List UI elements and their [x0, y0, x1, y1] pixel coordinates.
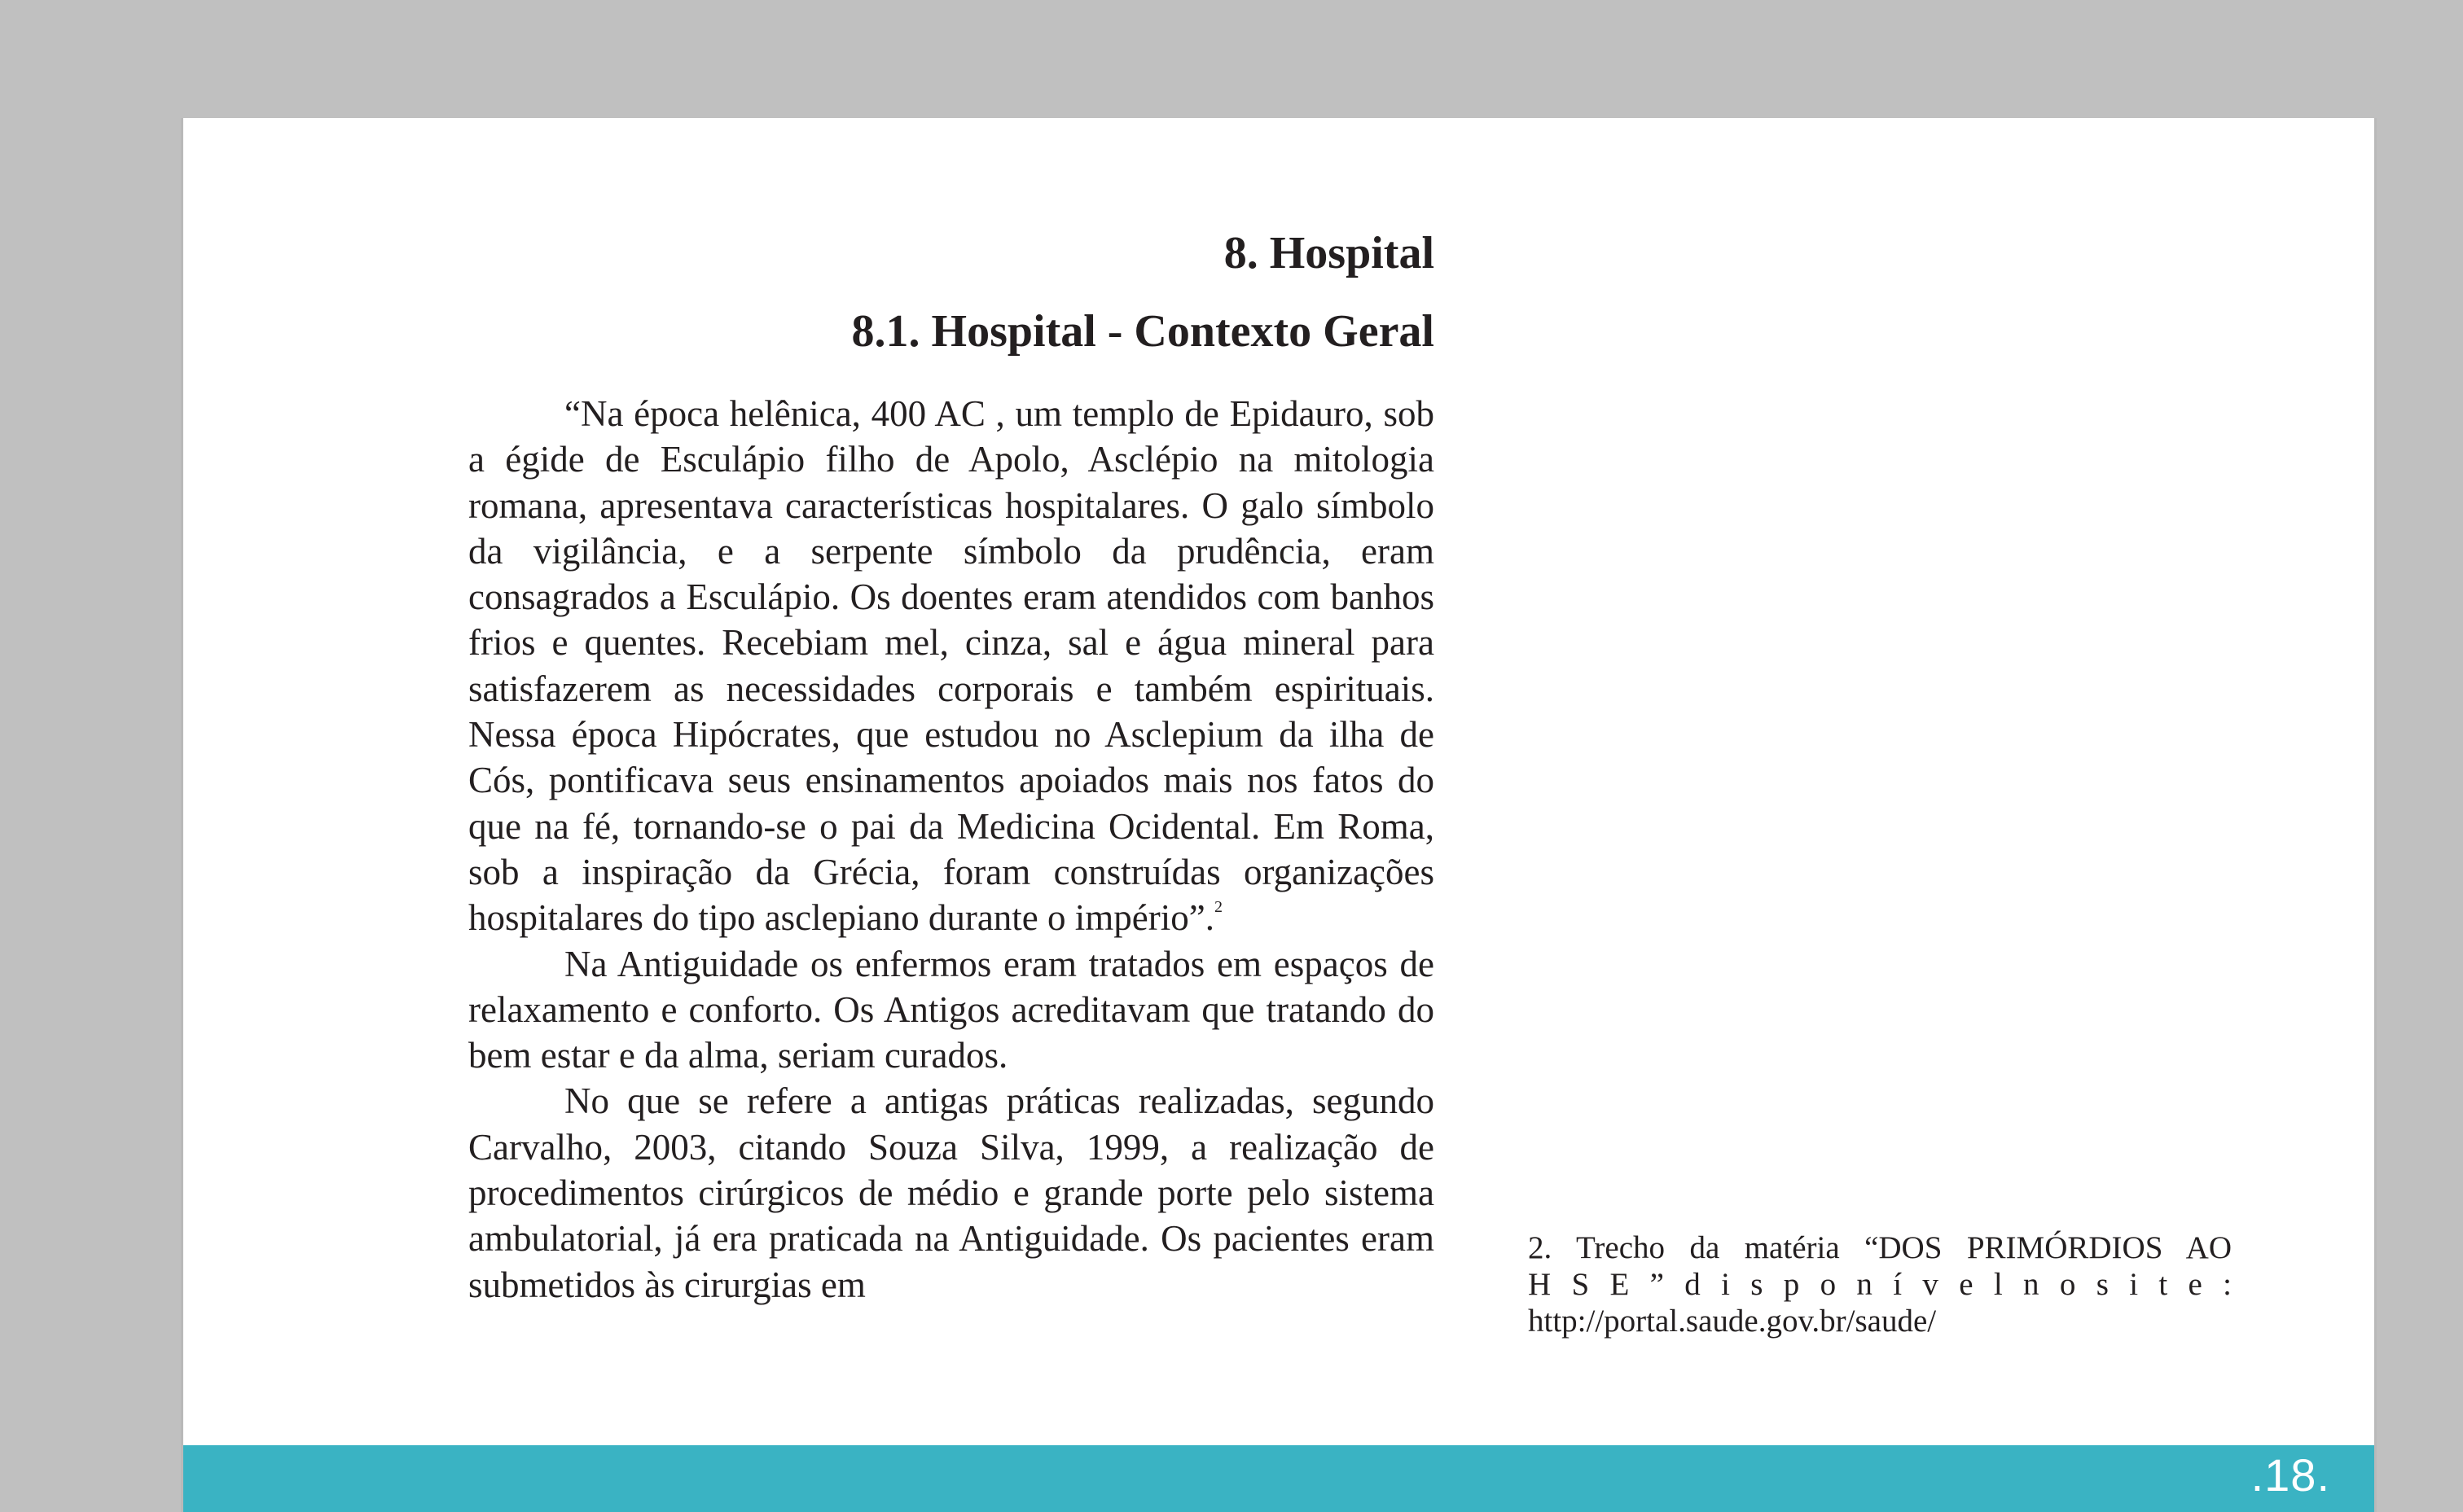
footnote: [1528, 1229, 2232, 1339]
section-title: 8. Hospital: [1223, 228, 1434, 278]
footnote-line: H S E ” d i s p o n í v e l n o s i t e :: [1528, 1267, 2232, 1302]
paragraph: [468, 391, 1434, 941]
footer-bar: [183, 1445, 2374, 1512]
body-text: [468, 391, 1434, 1308]
footnote-line: 2. Trecho da matéria “DOS PRIMÓRDIOS AO: [1528, 1230, 2232, 1265]
footnote-reference[interactable]: 2: [1214, 898, 1223, 917]
footnote-url: http://portal.saude.gov.br/saude/: [1528, 1304, 1937, 1339]
viewer-background: [0, 0, 2463, 118]
page-number: .18.: [2250, 1449, 2330, 1501]
paragraph-1-text: “Na época helênica, 400 AC , um templo de Epidauro, sob a égide de Esculápio filho de Apolo, Asclépio na mitologia romana, apresentava características hospitalares. O galo símbolo da vigilância, e a serpente símbolo da prudência, eram consagrados a Esculápio. Os doentes eram atendidos com banhos frios e quentes. Recebiam mel, cinza, sal e água mineral para satisfazerem as necessidades corporais e também espirituais. Nessa época Hipócrates, que estudou no Asclepium da ilha de Cós, pontificava seus ensinamentos apoiados mais nos fatos do que na fé, tornando-se o pai da Medicina Ocidental. Em Roma, sob a inspiração da Grécia, foram construídas organizações hospitalares do tipo asclepiano durante o império”.: [468, 393, 1434, 939]
paragraph: Na Antiguidade os enfermos eram tratados em espaços de relaxamento e conforto. Os Antigos acreditavam que tratando do bem estar e da alma, seriam curados.: [468, 943, 1434, 1076]
subsection-title: 8.1. Hospital - Contexto Geral: [851, 306, 1434, 357]
paragraph: No que se refere a antigas práticas realizadas, segundo Carvalho, 2003, citando Souza Silva, 1999, a realização de procedimentos cirúrgicos de médio e grande porte pelo sistema ambulatorial, já era praticada na Antiguidade. Os pacientes eram submetidos às cirurgias em: [468, 1080, 1434, 1305]
document-page: [181, 118, 2377, 1512]
heading-block: [468, 214, 1434, 370]
